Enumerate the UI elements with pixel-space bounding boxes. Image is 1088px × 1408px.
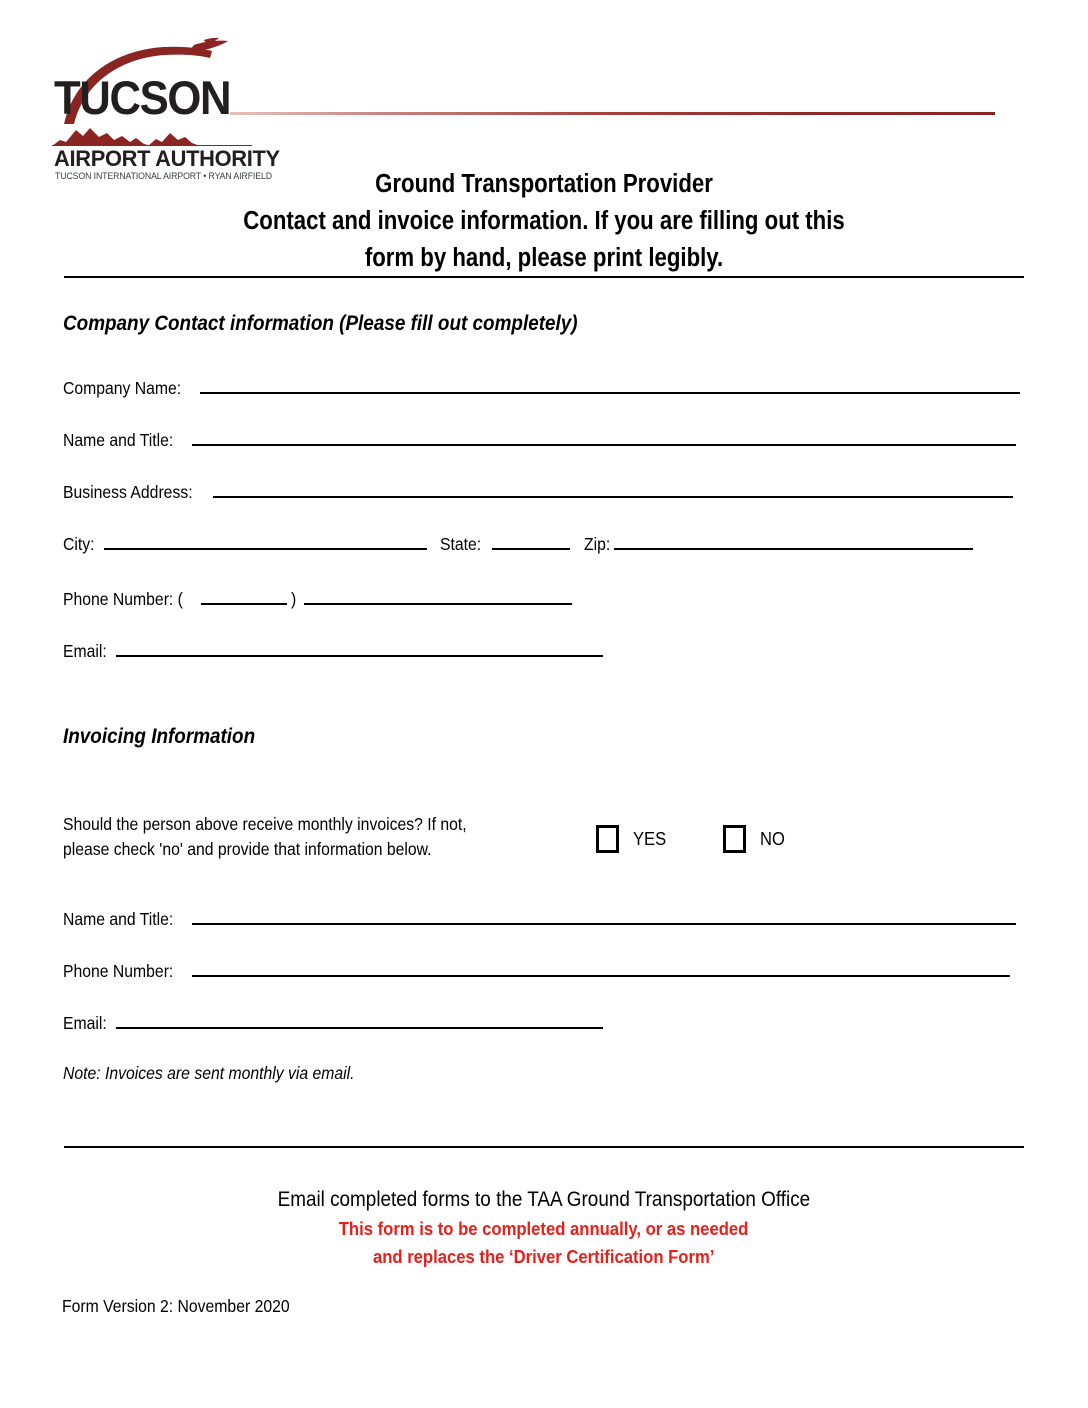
label-business-address: Business Address: (63, 482, 193, 502)
field-row-invoice-name-and-title (63, 908, 1016, 930)
logo-tagline: TUCSON INTERNATIONAL AIRPORT • RYAN AIRFIELD (55, 171, 272, 181)
input-phone-number[interactable] (304, 588, 572, 605)
field-row-city-state-zip (63, 533, 973, 555)
checkbox-no[interactable] (723, 825, 746, 853)
input-city[interactable] (104, 533, 427, 550)
field-row-business-address (63, 481, 1013, 503)
logo-wordmark: TUCSON (54, 71, 231, 124)
checkbox-group-no (723, 825, 787, 853)
title-line-3: form by hand, please print legibly. (364, 244, 724, 272)
field-row-invoice-phone-number (63, 960, 1010, 982)
logo-accent-rule (230, 112, 995, 115)
footer-notice-text-1: This form is to be completed annually, or as needed (339, 1218, 749, 1239)
footer-instruction (64, 1188, 1024, 1212)
input-invoice-email[interactable] (116, 1012, 603, 1029)
title-line-2: Contact and invoice information. If you are filling out this (243, 207, 845, 235)
question-line-2: please check 'no' and provide that information below. (63, 839, 432, 859)
page-title (64, 166, 1024, 277)
label-email: Email: (63, 641, 107, 661)
label-invoice-name-and-title: Name and Title: (63, 909, 174, 929)
section-heading-invoicing: Invoicing Information (63, 725, 256, 748)
input-zip[interactable] (614, 533, 973, 550)
label-phone-number: Phone Number: ( (63, 589, 183, 609)
label-invoice-email: Email: (63, 1013, 107, 1033)
checkbox-label-no: NO (760, 828, 785, 849)
field-row-company-name (63, 377, 1020, 399)
input-company-name[interactable] (200, 377, 1020, 394)
form-version: Form Version 2: November 2020 (62, 1296, 290, 1316)
field-row-email (63, 640, 603, 662)
field-row-phone-number (63, 588, 572, 610)
section-heading-company-contact: Company Contact information (Please fill out completely) (63, 312, 578, 335)
label-company-name: Company Name: (63, 378, 182, 398)
label-invoice-phone-number: Phone Number: (63, 961, 174, 981)
footer-notice-line-2 (64, 1246, 1024, 1268)
label-name-and-title: Name and Title: (63, 430, 174, 450)
checkbox-group-yes (596, 825, 669, 853)
input-invoice-name-and-title[interactable] (192, 908, 1016, 925)
label-phone-paren-close: ) (291, 589, 297, 609)
title-divider (64, 276, 1024, 278)
checkbox-label-yes: YES (633, 828, 667, 849)
input-name-and-title[interactable] (192, 429, 1016, 446)
field-row-invoice-email (63, 1012, 603, 1034)
input-phone-area-code[interactable] (201, 588, 287, 605)
label-state: State: (440, 534, 482, 554)
input-invoice-phone-number[interactable] (192, 960, 1010, 977)
input-state[interactable] (492, 533, 570, 550)
logo-subtitle: AIRPORT AUTHORITY (54, 146, 280, 171)
checkbox-yes[interactable] (596, 825, 619, 853)
tucson-airport-authority-logo (52, 36, 280, 181)
footer-instruction-text: Email completed forms to the TAA Ground Transportation Office (277, 1188, 811, 1211)
footer-divider (64, 1146, 1024, 1148)
label-city: City: (63, 534, 95, 554)
invoice-recipient-question (63, 812, 531, 862)
footer-notice-line-1 (64, 1218, 1024, 1240)
field-row-name-and-title (63, 429, 1016, 451)
question-line-1: Should the person above receive monthly invoices? If not, (63, 814, 467, 834)
title-line-1: Ground Transportation Provider (375, 170, 713, 198)
footer-notice-text-2: and replaces the ‘Driver Certification Form’ (373, 1246, 715, 1267)
label-zip: Zip: (583, 534, 611, 554)
input-email[interactable] (116, 640, 603, 657)
invoice-note: Note: Invoices are sent monthly via email. (63, 1063, 355, 1083)
mountain-range-icon (52, 124, 252, 146)
input-business-address[interactable] (213, 481, 1013, 498)
